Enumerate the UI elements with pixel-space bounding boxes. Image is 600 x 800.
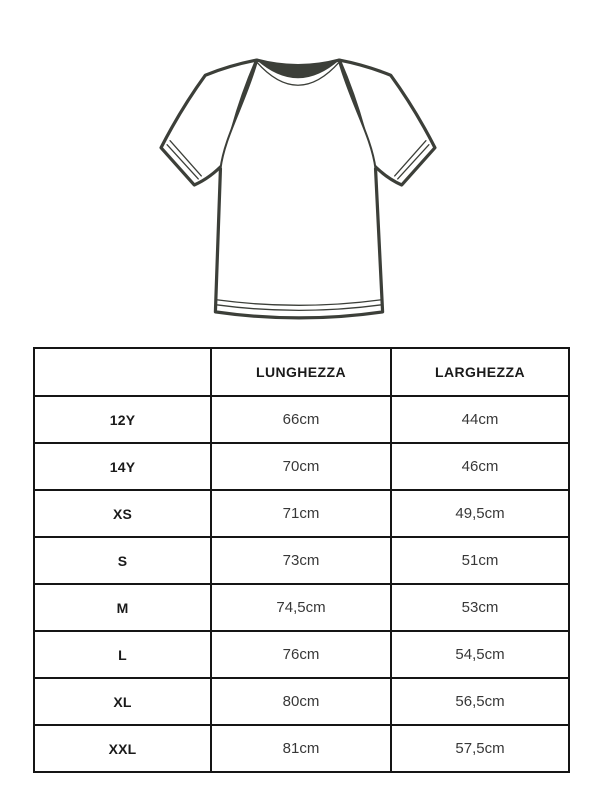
larghezza-value: 57,5cm: [391, 725, 569, 772]
tshirt-illustration: [158, 56, 440, 322]
lunghezza-value: 71cm: [211, 490, 391, 537]
lunghezza-value: 73cm: [211, 537, 391, 584]
larghezza-value: 49,5cm: [391, 490, 569, 537]
size-label: 12Y: [34, 396, 211, 443]
table-row-xs: [34, 490, 569, 537]
lunghezza-value: 81cm: [211, 725, 391, 772]
size-table: [33, 347, 570, 773]
table-row-14y: [34, 443, 569, 490]
size-label: L: [34, 631, 211, 678]
tshirt-icon: [158, 56, 440, 322]
lunghezza-value: 70cm: [211, 443, 391, 490]
larghezza-value: 54,5cm: [391, 631, 569, 678]
table-row-12y: [34, 396, 569, 443]
size-label: XXL: [34, 725, 211, 772]
table-row-xl: [34, 678, 569, 725]
header-lunghezza: LUNGHEZZA: [211, 348, 391, 396]
lunghezza-value: 80cm: [211, 678, 391, 725]
larghezza-value: 44cm: [391, 396, 569, 443]
size-label: XS: [34, 490, 211, 537]
larghezza-value: 56,5cm: [391, 678, 569, 725]
table-row-xxl: [34, 725, 569, 772]
table-row-l: [34, 631, 569, 678]
lunghezza-value: 76cm: [211, 631, 391, 678]
table-header-row: [34, 348, 569, 396]
header-larghezza: LARGHEZZA: [391, 348, 569, 396]
larghezza-value: 51cm: [391, 537, 569, 584]
larghezza-value: 53cm: [391, 584, 569, 631]
size-label: XL: [34, 678, 211, 725]
larghezza-value: 46cm: [391, 443, 569, 490]
size-label: 14Y: [34, 443, 211, 490]
lunghezza-value: 74,5cm: [211, 584, 391, 631]
table-row-m: [34, 584, 569, 631]
lunghezza-value: 66cm: [211, 396, 391, 443]
header-empty-cell: [34, 348, 211, 396]
table-row-s: [34, 537, 569, 584]
size-label: S: [34, 537, 211, 584]
size-label: M: [34, 584, 211, 631]
